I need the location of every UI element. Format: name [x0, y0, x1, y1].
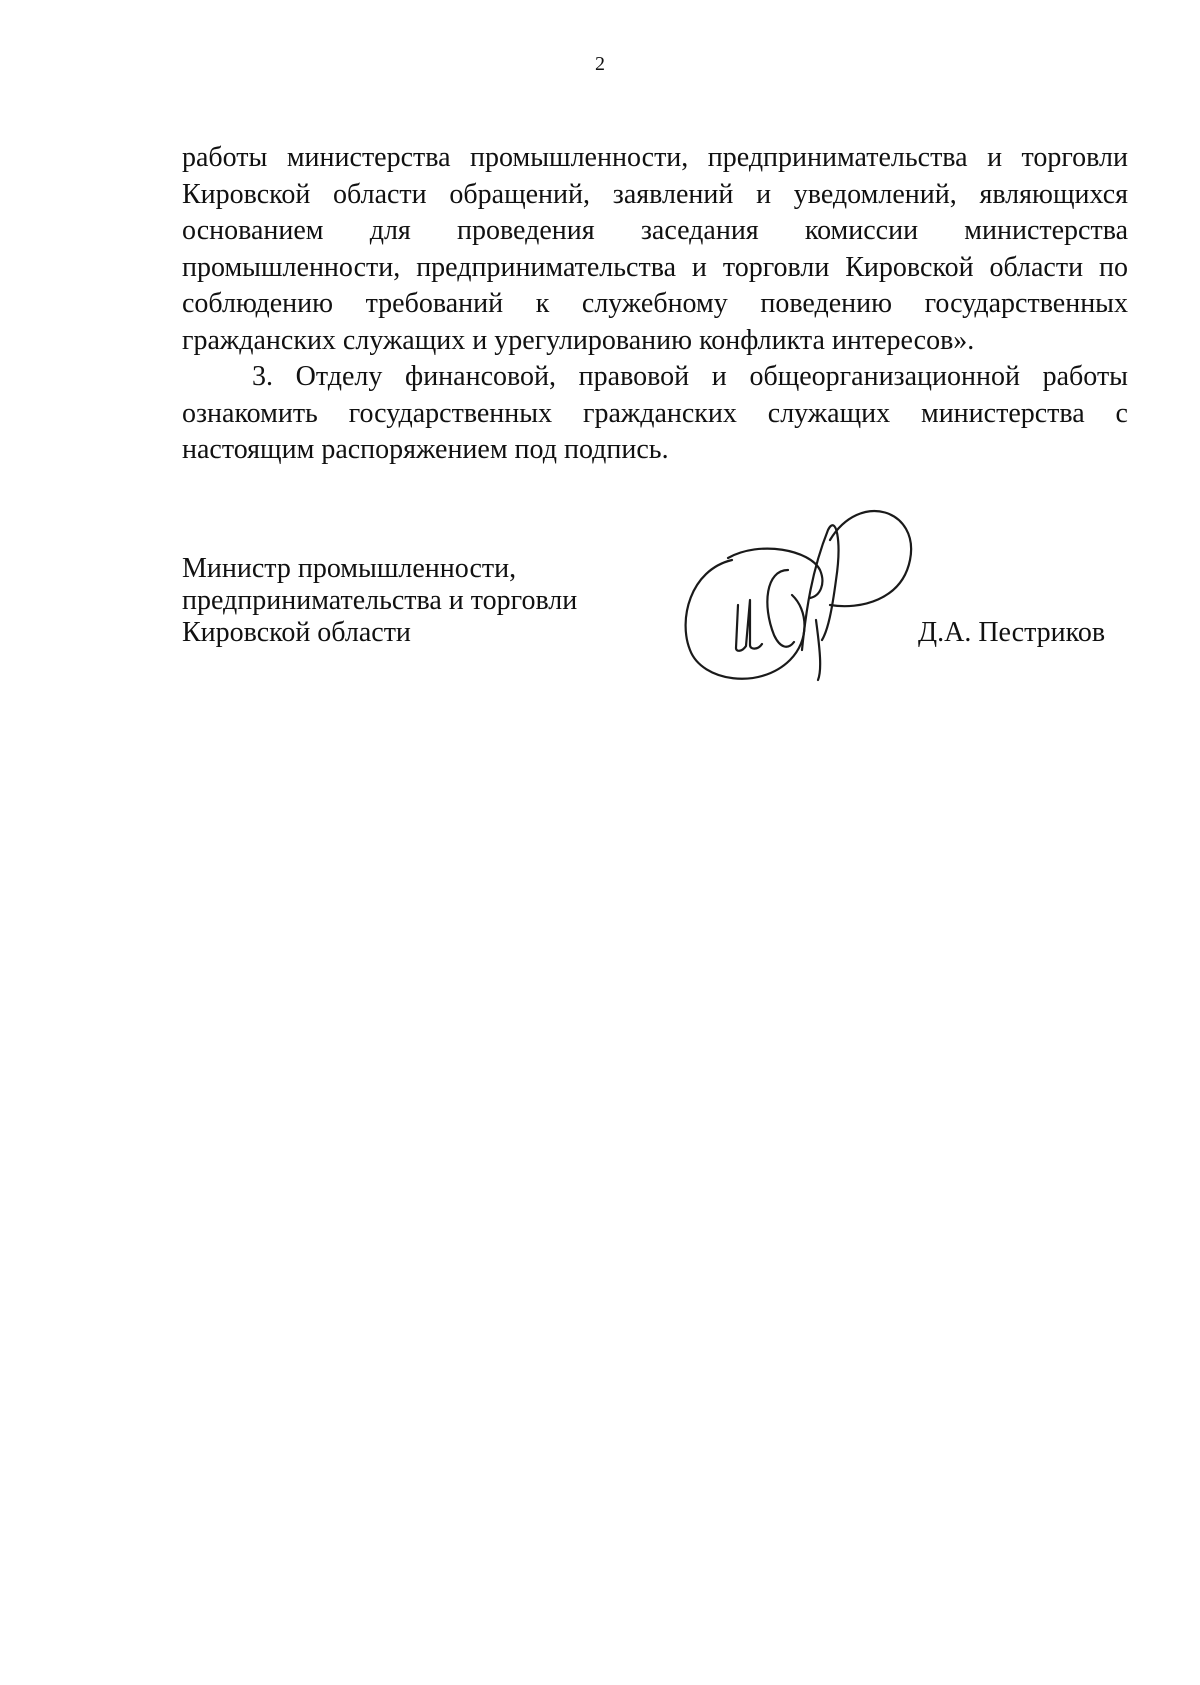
- page-number: 2: [595, 53, 605, 75]
- document-body: [182, 140, 1128, 469]
- signatory-name: Д.А. Пестриков: [918, 617, 1106, 648]
- signatory-position-line: Министр промышленности,: [182, 553, 517, 584]
- signatory-position-line: предпринимательства и торговли: [182, 585, 578, 616]
- signatory-position: [182, 553, 682, 649]
- signatory-position-line: Кировской области: [182, 617, 411, 648]
- paragraph-continuation: работы министерства промышленности, предпринимательства и торговли Кировской области обращений, заявлений и уведомлений, являющихся основанием для проведения заседания комиссии министерства промышленности, предпринимательства и торговли Кировской области по соблюдению требований к служебному поведению государственных гражданских служащих и урегулированию конфликта интересов».: [182, 142, 1128, 356]
- handwritten-signature: [670, 500, 940, 700]
- paragraph-item-3: 3. Отделу финансовой, правовой и общеорганизационной работы ознакомить государственных гражданских служащих министерства с настоящим распоряжением под подпись.: [182, 361, 1128, 465]
